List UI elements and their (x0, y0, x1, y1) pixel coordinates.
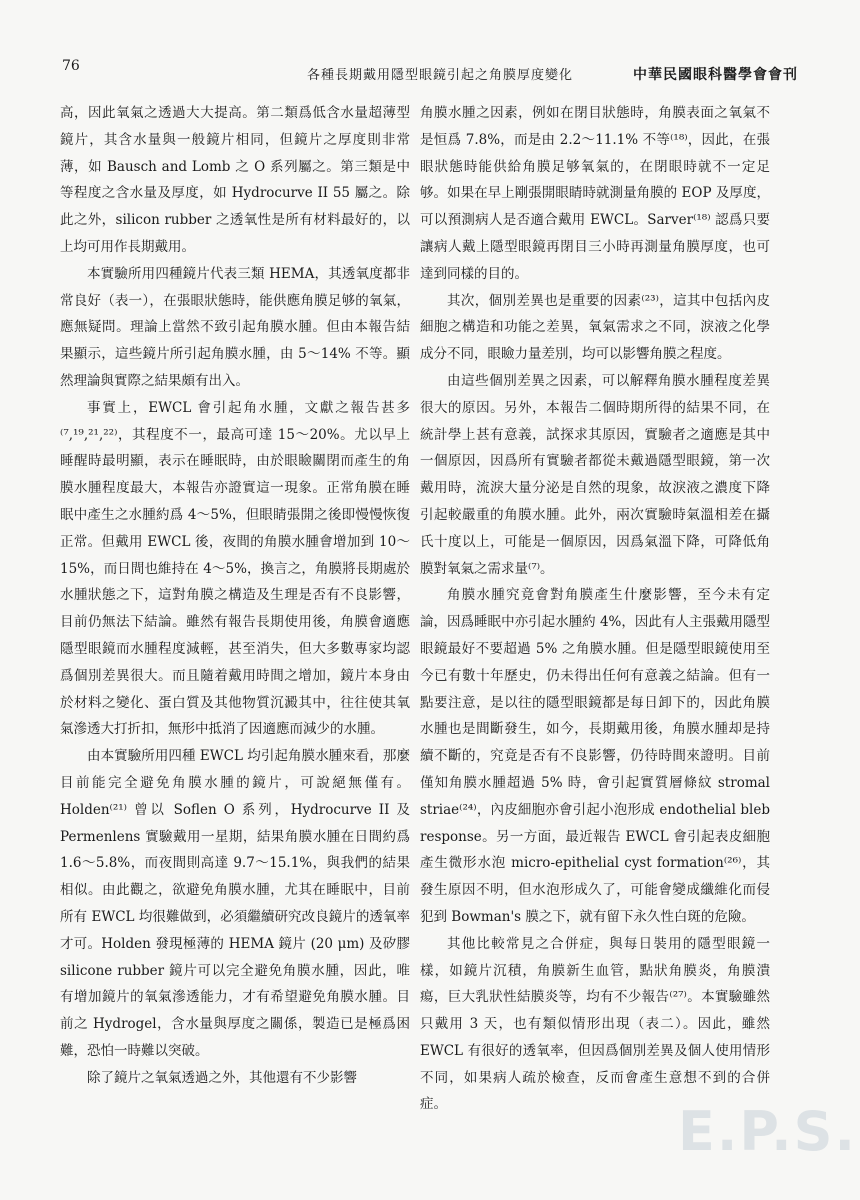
watermark-text: E.P.S. (678, 1100, 857, 1163)
paragraph: 其他比較常見之合併症，與每日裝用的隱型眼鏡一樣，如鏡片沉積，角膜新生血管，點狀角膜炎，角膜潰瘍，巨大乳狀性結膜炎等，均有不少報告⁽²⁷⁾。本實驗雖然只戴用 3 天，也有類似情形出現（表二）。因此，雖然 EWCL 有很好的透氧率，但因爲個別差異及個人使用情形不同，如果病人疏於檢查，反而會產生意想不到的合併症。 (420, 935, 770, 1113)
paragraph: 除了鏡片之氧氣透過之外，其他還有不少影響 (87, 1069, 357, 1086)
paragraph: 其次，個別差異也是重要的因素⁽²³⁾，這其中包括內皮細胞之構造和功能之差異，氧氣需求之不同，淚液之化學成分不同，眼瞼力量差別，均可以影響角膜之程度。 (420, 292, 770, 363)
paragraph: 由這些個別差異之因素，可以解釋角膜水腫程度差異很大的原因。另外，本報告二個時期所得的結果不同，在統計學上甚有意義，試探求其原因，實驗者之適應是其中一個原因，因爲所有實驗者都從未戴過隱型眼鏡，第一次戴用時，流淚大量分泌是自然的現象，故淚液之濃度下降引起較嚴重的角膜水腫。此外，兩次實驗時氣溫相差在攝氏十度以上，可能是一個原因，因爲氣溫下降，可降低角膜對氧氣之需求量⁽⁷⁾。 (420, 372, 770, 577)
left-column (60, 100, 410, 1091)
paragraph: 由本實驗所用四種 EWCL 均引起角膜水腫來看，那麼目前能完全避免角膜水腫的鏡片，可說絕無僅有。Holden⁽²¹⁾ 曾以 Soflen O 系列，Hydrocurve II 及 Permenlens 實驗戴用一星期，結果角膜水腫在日間約爲 1.6～5.8%，而夜間則高達 9.7～15.1%，與我們的結果相似。由此觀之，欲避免角膜水腫，尤其在睡眠中，目前所有 EWCL 均很難做到，必須繼續研究改良鏡片的透氧率才可。Holden 發現極薄的 HEMA 鏡片 (20 μm) 及矽膠 silicone rubber 鏡片可以完全避免角膜水腫，因此，唯有增加鏡片的氧氣滲透能力，才有希望避免角膜水腫。目前之 Hydrogel，含水量與厚度之關係，製造已是極爲困難，恐怕一時難以突破。 (60, 748, 410, 1059)
paragraph: 角膜水腫究竟會對角膜產生什麼影響，至今未有定論，因爲睡眠中亦引起水腫約 4%，因此有人主張戴用隱型眼鏡最好不要超過 5% 之角膜水腫。但是隱型眼鏡使用至今已有數十年歷史，仍未得出任何有意義之結論。但有一點要注意，是以往的隱型眼鏡都是每日卸下的，因此角膜水腫也是間斷發生，如今，長期戴用後，角膜水腫却是持續不斷的，究竟是否有不良影響，仍待時間來證明。目前僅知角膜水腫超過 5% 時，會引起實質層條紋 stromal striae⁽²⁴⁾，內皮細胞亦會引起小泡形成 endothelial bleb response。另一方面，最近報告 EWCL 會引起表皮細胞產生微形水泡 micro-epithelial cyst formation⁽²⁶⁾，其發生原因不明，但水泡形成久了，可能會變成纖維化而侵犯到 Bowman's 膜之下，就有留下永久性白斑的危險。 (420, 587, 770, 925)
page-number: 76 (62, 58, 80, 74)
page-header (62, 58, 798, 84)
journal-name: 中華民國眼科醫學會會刊 (633, 67, 798, 83)
running-title: 各種長期戴用隱型眼鏡引起之角膜厚度變化 (307, 68, 574, 83)
paragraph: 本實驗所用四種鏡片代表三類 HEMA，其透氧度都非常良好（表一），在張眼狀態時，能供應角膜足够的氧氣，應無疑問。理論上當然不致引起角膜水腫。但由本報告結果顯示，這些鏡片所引起角膜水腫，由 5～14% 不等。顯然理論與實際之結果頗有出入。 (60, 265, 410, 389)
paragraph: 事實上，EWCL 會引起角水腫，文獻之報告甚多⁽⁷,¹⁹,²¹,²²⁾，其程度不一，最高可達 15～20%。尤以早上睡醒時最明顯，表示在睡眠時，由於眼瞼關閉而產生的角膜水腫程度最大，本報告亦證實這一現象。正常角膜在睡眠中產生之水腫約爲 4～5%，但眼睛張開之後即慢慢恢復正常。但戴用 EWCL 後，夜間的角膜水腫會增加到 10～15%，而日間也維持在 4～5%，換言之，角膜將長期處於水腫狀態之下，這對角膜之構造及生理是否有不良影響，目前仍無法下結論。雖然有報告長期使用後，角膜會適應隱型眼鏡而水腫程度減輕，甚至消失，但大多數專家均認爲個別差異很大。而且隨着戴用時間之增加，鏡片本身由於材料之變化、蛋白質及其他物質沉澱其中，往往使其氧氣滲透大打折扣，無形中抵消了因適應而減少的水腫。 (60, 399, 410, 738)
paragraph: 高，因此氧氣之透過大大提高。第二類爲低含水量超薄型鏡片，其含水量與一般鏡片相同，但鏡片之厚度則非常薄，如 Bausch and Lomb 之 O 系列屬之。第三類是中等程度之含水量及厚度，如 Hydrocurve II 55 屬之。除此之外，silicon rubber 之透氧性是所有材料最好的，以上均可用作長期戴用。 (60, 105, 410, 255)
paragraph: 角膜水腫之因素，例如在閉目狀態時，角膜表面之氧氣不是恒爲 7.8%，而是由 2.2～11.1% 不等⁽¹⁸⁾，因此，在張眼狀態時能供給角膜足够氧氣的，在閉眼時就不一定足够。如果在早上剛張開眼睛時就測量角膜的 EOP 及厚度，可以預測病人是否適合戴用 EWCL。Sarver⁽¹⁸⁾ 認爲只要讓病人戴上隱型眼鏡再閉目三小時再測量角膜厚度，也可達到同樣的目的。 (420, 105, 770, 282)
eps-watermark-logo (678, 1082, 857, 1172)
right-column (420, 100, 770, 1118)
